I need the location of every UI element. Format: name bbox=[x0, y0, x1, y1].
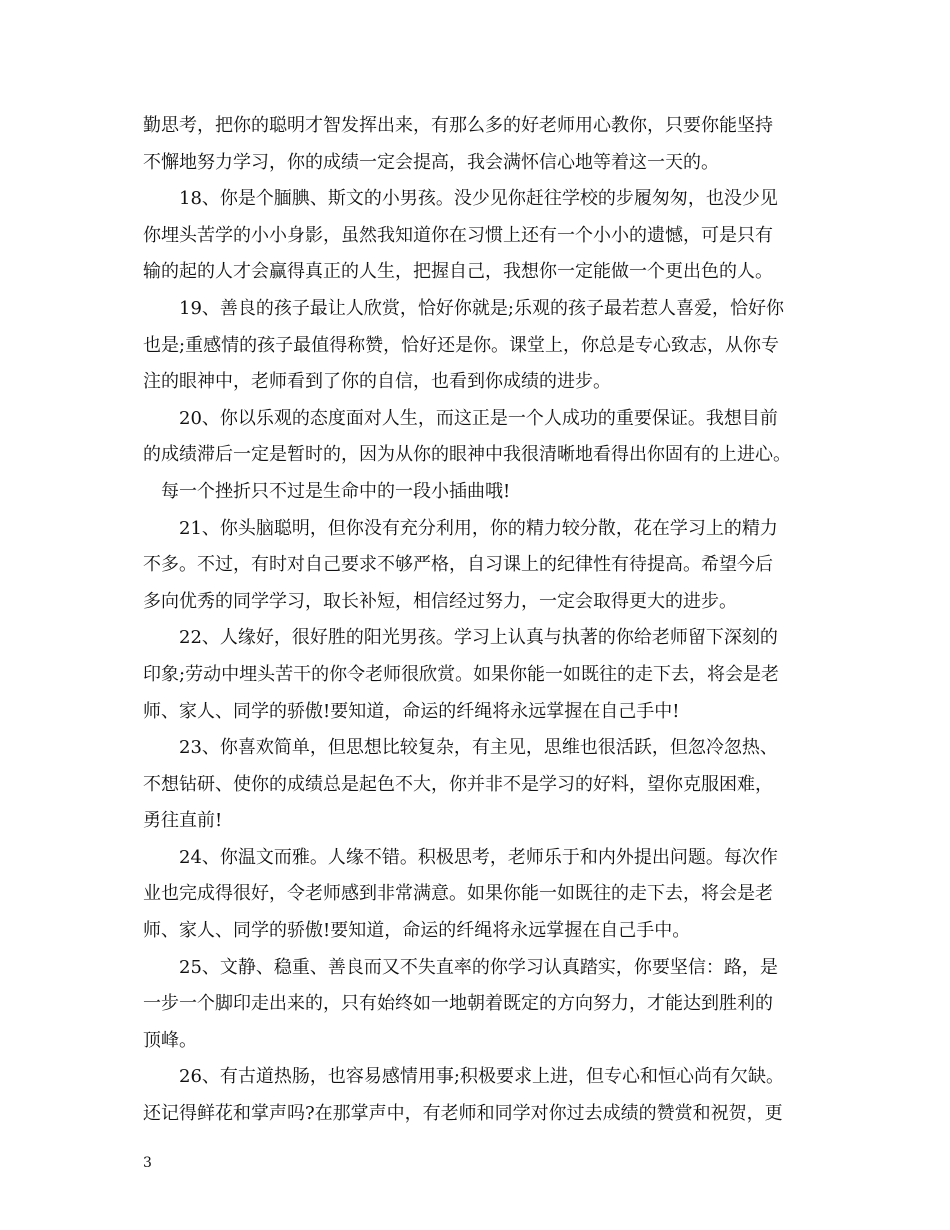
text-line: 勇往直前! bbox=[143, 810, 223, 832]
text-line: 顶峰。 bbox=[143, 1029, 197, 1051]
text-line: 一步一个脚印走出来的，只有始终如一地朝着既定的方向努力，才能达到胜利的 bbox=[143, 993, 773, 1015]
paragraph-start-25: 25、文静、稳重、善良而又不失直率的你学习认真踏实，你要坚信：路，是 bbox=[179, 956, 778, 978]
paragraph-start-24: 24、你温文而雅。人缘不错。积极思考，老师乐于和内外提出问题。每次作 bbox=[179, 846, 778, 868]
page-number: 3 bbox=[143, 1155, 152, 1171]
text-line: 师、家人、同学的骄傲!要知道，命运的纤绳将永远掌握在自己手中。 bbox=[143, 920, 691, 942]
text-line: 输的起的人才会赢得真正的人生，把握自己，我想你一定能做一个更出色的人。 bbox=[143, 261, 773, 283]
text-line: 多向优秀的同学学习，取长补短，相信经过努力，一定会取得更大的进步。 bbox=[143, 590, 737, 612]
text-line: 你埋头苦学的小小身影，虽然我知道你在习惯上还有一个小小的遗憾，可是只有 bbox=[143, 224, 773, 246]
text-line: 注的眼神中，老师看到了你的自信，也看到你成绩的进步。 bbox=[143, 371, 611, 393]
text-line: 不多。不过，有时对自己要求不够严格，自习课上的纪律性有待提高。希望今后 bbox=[143, 554, 773, 576]
paragraph-start-21: 21、你头脑聪明，但你没有充分利用，你的精力较分散，花在学习上的精力 bbox=[179, 517, 778, 539]
text-line: 业也完成得很好，令老师感到非常满意。如果你能一如既往的走下去，将会是老 bbox=[143, 883, 773, 905]
body-text bbox=[143, 108, 823, 1133]
text-line: 不懈地努力学习，你的成绩一定会提高，我会满怀信心地等着这一天的。 bbox=[143, 151, 719, 173]
paragraph-start-20: 20、你以乐观的态度面对人生，而这正是一个人成功的重要保证。我想目前 bbox=[179, 407, 778, 429]
text-line: 印象;劳动中埋头苦干的你令老师很欣赏。如果你能一如既往的走下去，将会是老 bbox=[143, 663, 780, 685]
paragraph-start-18: 18、你是个腼腆、斯文的小男孩。没少见你赶往学校的步履匆匆，也没少见 bbox=[179, 188, 778, 210]
text-line: 还记得鲜花和掌声吗?在那掌声中，有老师和同学对你过去成绩的赞赏和祝贺，更 bbox=[143, 1103, 783, 1125]
paragraph-start-23: 23、你喜欢简单，但思想比较复杂，有主见，思维也很活跃，但忽冷忽热、 bbox=[179, 737, 778, 759]
paragraph-start-26: 26、有古道热肠，也容易感情用事;积极要求上进，但专心和恒心尚有欠缺。 bbox=[179, 1066, 784, 1088]
text-line: 也是;重感情的孩子最值得称赞，恰好还是你。课堂上，你总是专心致志，从你专 bbox=[143, 334, 780, 356]
text-line: 不想钻研、使你的成绩总是起色不大，你并非不是学习的好料，望你克服困难， bbox=[143, 773, 773, 795]
text-line: 师、家人、同学的骄傲!要知道，命运的纤绳将永远掌握在自己手中! bbox=[143, 700, 680, 722]
paragraph-start-22: 22、人缘好，很好胜的阳光男孩。学习上认真与执著的你给老师留下深刻的 bbox=[179, 627, 778, 649]
text-line: 的成绩滞后一定是暂时的，因为从你的眼神中我很清晰地看得出你固有的上进心。 bbox=[143, 444, 791, 466]
text-line: 每一个挫折只不过是生命中的一段小插曲哦! bbox=[161, 480, 511, 502]
paragraph-start-19: 19、善良的孩子最让人欣赏，恰好你就是;乐观的孩子最若惹人喜爱，恰好你 bbox=[179, 297, 784, 319]
text-line: 勤思考，把你的聪明才智发挥出来，有那么多的好老师用心教你，只要你能坚持 bbox=[143, 115, 773, 136]
